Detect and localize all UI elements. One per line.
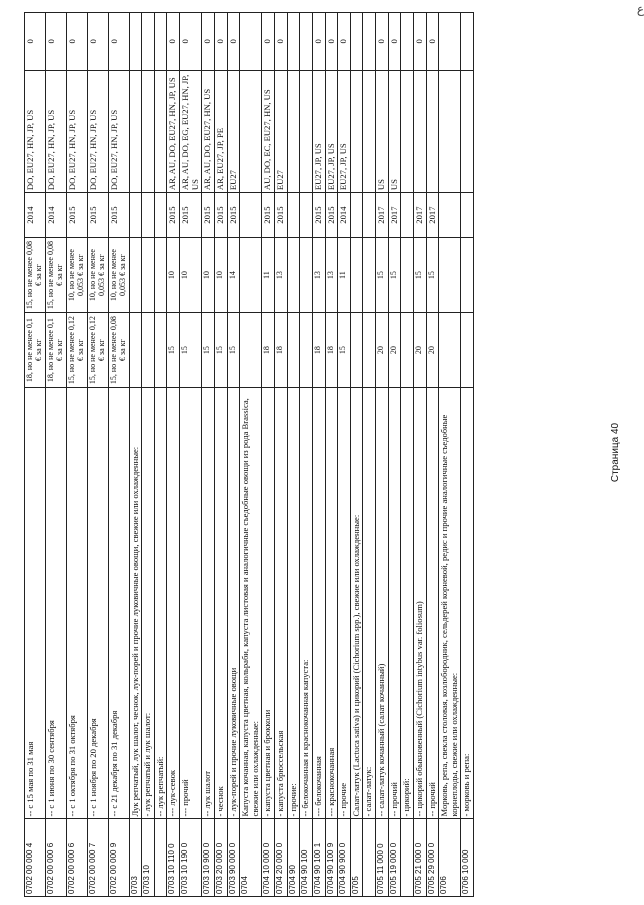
other-duties-cell: 0 <box>87 13 108 71</box>
table-row <box>45 13 66 897</box>
description-cell: -- прочий <box>426 388 439 819</box>
bound-rate-cell: 11 <box>262 238 275 313</box>
table-row <box>129 13 142 897</box>
bound-rate-cell <box>287 238 300 313</box>
bound-rate-cell: 10, но не менее 0,053 € за кг <box>87 238 108 313</box>
base-rate-cell <box>363 313 376 388</box>
description-cell: - прочие: <box>287 388 300 819</box>
hs-code-cell: 0702 00 000 6 <box>66 819 87 897</box>
hs-code-cell: 0704 20 000 0 <box>275 819 288 897</box>
other-duties-cell: 0 <box>325 13 338 71</box>
corner-handwritten-mark: ع <box>636 2 644 16</box>
other-duties-cell <box>154 13 167 71</box>
other-duties-cell: 0 <box>227 13 240 71</box>
hs-code-cell: 0704 90 <box>287 819 300 897</box>
hs-code-cell: 0703 <box>129 819 142 897</box>
hs-code-cell: 0703 20 000 0 <box>214 819 227 897</box>
base-rate-cell <box>240 313 262 388</box>
hs-code-cell: 0705 19 000 0 <box>388 819 401 897</box>
implementation-year-cell: 2017 <box>413 193 426 238</box>
bound-rate-cell: 10 <box>167 238 180 313</box>
other-duties-cell: 0 <box>426 13 439 71</box>
implementation-year-cell: 2015 <box>214 193 227 238</box>
description-cell: -- белокочанная и краснокочанная капуста: <box>300 388 313 819</box>
implementation-year-cell <box>287 193 300 238</box>
hs-code-cell: 0704 10 000 0 <box>262 819 275 897</box>
table-row <box>388 13 401 897</box>
description-cell: --- краснокочанная <box>325 388 338 819</box>
base-rate-cell <box>300 313 313 388</box>
initial-negotiating-rights-cell: DO, EU27, HN, JP, US <box>87 70 108 193</box>
table-row <box>142 13 155 897</box>
hs-code-cell: 0704 90 900 0 <box>338 819 351 897</box>
base-rate-cell <box>401 313 414 388</box>
initial-negotiating-rights-cell <box>240 70 262 193</box>
implementation-year-cell: 2015 <box>167 193 180 238</box>
hs-code-cell: 0704 90 100 <box>300 819 313 897</box>
table-row <box>240 13 262 897</box>
bound-rate-cell: 13 <box>325 238 338 313</box>
initial-negotiating-rights-cell: EU27, JP, US <box>325 70 338 193</box>
base-rate-cell: 20 <box>388 313 401 388</box>
page-number: Страница 40 <box>610 422 621 483</box>
description-cell: - лук-порей и прочие луковичные овощи <box>227 388 240 819</box>
tariff-table <box>24 12 474 897</box>
other-duties-cell: 0 <box>388 13 401 71</box>
hs-code-cell: 0705 11 000 0 <box>376 819 389 897</box>
bound-rate-cell <box>350 238 363 313</box>
implementation-year-cell: 2015 <box>87 193 108 238</box>
implementation-year-cell: 2014 <box>338 193 351 238</box>
bound-rate-cell <box>439 238 461 313</box>
bound-rate-cell: 15 <box>413 238 426 313</box>
description-cell: Лук репчатый, лук шалот, чеснок, лук-порей и прочие луковичные овощи, свежие или охлажденные: <box>129 388 142 819</box>
table-row <box>413 13 426 897</box>
hs-code-cell: 0706 10 000 <box>461 819 474 897</box>
base-rate-cell: 15 <box>202 313 215 388</box>
tariff-table-body <box>25 13 474 897</box>
table-row <box>376 13 389 897</box>
hs-code-cell: 0703 10 900 0 <box>202 819 215 897</box>
other-duties-cell: 0 <box>275 13 288 71</box>
description-cell: -- лук репчатый: <box>154 388 167 819</box>
bound-rate-cell: 11 <box>338 238 351 313</box>
implementation-year-cell: 2017 <box>388 193 401 238</box>
initial-negotiating-rights-cell: EU27 <box>227 70 240 193</box>
base-rate-cell: 15, но не менее 0,12 € за кг <box>87 313 108 388</box>
initial-negotiating-rights-cell: US <box>388 70 401 193</box>
base-rate-cell <box>350 313 363 388</box>
initial-negotiating-rights-cell: DO, EU27, HN, JP, US <box>45 70 66 193</box>
bound-rate-cell <box>300 238 313 313</box>
other-duties-cell <box>363 13 376 71</box>
base-rate-cell: 18, но не менее 0,1 € за кг <box>45 313 66 388</box>
description-cell: - цикорий: <box>401 388 414 819</box>
other-duties-cell: 0 <box>376 13 389 71</box>
base-rate-cell <box>142 313 155 388</box>
base-rate-cell: 15, но не менее 0,08 € за кг <box>108 313 129 388</box>
implementation-year-cell: 2015 <box>180 193 202 238</box>
hs-code-cell: 0702 00 000 4 <box>25 819 46 897</box>
initial-negotiating-rights-cell <box>129 70 142 193</box>
initial-negotiating-rights-cell <box>413 70 426 193</box>
table-row <box>262 13 275 897</box>
bound-rate-cell <box>142 238 155 313</box>
table-row <box>25 13 46 897</box>
other-duties-cell <box>287 13 300 71</box>
initial-negotiating-rights-cell <box>401 70 414 193</box>
other-duties-cell <box>240 13 262 71</box>
initial-negotiating-rights-cell: EU27, JP, US <box>338 70 351 193</box>
initial-negotiating-rights-cell: AR, AU, DO, EU27, HN, US <box>202 70 215 193</box>
other-duties-cell <box>350 13 363 71</box>
implementation-year-cell: 2014 <box>25 193 46 238</box>
table-row <box>439 13 461 897</box>
other-duties-cell <box>439 13 461 71</box>
description-cell: -- с 1 июня по 30 сентября <box>45 388 66 819</box>
implementation-year-cell <box>129 193 142 238</box>
hs-code-cell: 0703 10 110 0 <box>167 819 180 897</box>
other-duties-cell <box>461 13 474 71</box>
hs-code-cell: 0703 90 000 0 <box>227 819 240 897</box>
description-cell: -- с 15 мая по 31 мая <box>25 388 46 819</box>
description-cell: -- лук шалот <box>202 388 215 819</box>
hs-code-cell: 0705 29 000 0 <box>426 819 439 897</box>
table-row <box>66 13 87 897</box>
table-row <box>154 13 167 897</box>
implementation-year-cell: 2015 <box>262 193 275 238</box>
other-duties-cell: 0 <box>108 13 129 71</box>
bound-rate-cell: 15, но не менее 0,08 € за кг <box>25 238 46 313</box>
initial-negotiating-rights-cell <box>363 70 376 193</box>
base-rate-cell: 18 <box>262 313 275 388</box>
bound-rate-cell: 14 <box>227 238 240 313</box>
hs-code-cell: 0702 00 000 6 <box>45 819 66 897</box>
description-cell: -- салат-латук кочанный (салат кочанный) <box>376 388 389 819</box>
base-rate-cell: 15 <box>180 313 202 388</box>
table-row <box>180 13 202 897</box>
bound-rate-cell <box>240 238 262 313</box>
description-cell: - морковь и репа: <box>461 388 474 819</box>
hs-code-cell: 0706 <box>439 819 461 897</box>
table-row <box>87 13 108 897</box>
implementation-year-cell <box>461 193 474 238</box>
base-rate-cell <box>461 313 474 388</box>
base-rate-cell: 15, но не менее 0,12 € за кг <box>66 313 87 388</box>
hs-code-cell: 0705 <box>350 819 363 897</box>
base-rate-cell <box>287 313 300 388</box>
implementation-year-cell: 2015 <box>108 193 129 238</box>
table-row <box>363 13 376 897</box>
base-rate-cell: 15 <box>338 313 351 388</box>
other-duties-cell <box>129 13 142 71</box>
base-rate-cell: 18 <box>312 313 325 388</box>
other-duties-cell: 0 <box>214 13 227 71</box>
other-duties-cell: 0 <box>45 13 66 71</box>
hs-code-cell: 0704 90 100 9 <box>325 819 338 897</box>
base-rate-cell: 15 <box>227 313 240 388</box>
implementation-year-cell: 2014 <box>45 193 66 238</box>
implementation-year-cell: 2015 <box>66 193 87 238</box>
table-row <box>275 13 288 897</box>
bound-rate-cell: 10 <box>180 238 202 313</box>
other-duties-cell: 0 <box>167 13 180 71</box>
initial-negotiating-rights-cell: AR, EU27, JP, PE <box>214 70 227 193</box>
description-cell: Капуста кочанная, капуста цветная, кольраби, капуста листовая и аналогичные съедобные овощи из рода Brassica, свежие или охлажденные: <box>240 388 262 819</box>
base-rate-cell: 15 <box>167 313 180 388</box>
implementation-year-cell: 2015 <box>275 193 288 238</box>
initial-negotiating-rights-cell <box>142 70 155 193</box>
other-duties-cell: 0 <box>413 13 426 71</box>
table-row <box>108 13 129 897</box>
description-cell: - капуста цветная и брокколи <box>262 388 275 819</box>
table-row <box>401 13 414 897</box>
bound-rate-cell: 15 <box>388 238 401 313</box>
initial-negotiating-rights-cell <box>350 70 363 193</box>
table-row <box>287 13 300 897</box>
bound-rate-cell: 10 <box>202 238 215 313</box>
initial-negotiating-rights-cell: DO, EU27, HN, JP, US <box>25 70 46 193</box>
other-duties-cell: 0 <box>202 13 215 71</box>
initial-negotiating-rights-cell: EU27, JP, US <box>312 70 325 193</box>
description-cell: - салат-латук: <box>363 388 376 819</box>
initial-negotiating-rights-cell <box>426 70 439 193</box>
other-duties-cell: 0 <box>66 13 87 71</box>
base-rate-cell <box>154 313 167 388</box>
implementation-year-cell <box>350 193 363 238</box>
initial-negotiating-rights-cell: AU, DO, EC, EU27, HN, US <box>262 70 275 193</box>
bound-rate-cell <box>461 238 474 313</box>
initial-negotiating-rights-cell: DO, EU27, HN, JP, US <box>108 70 129 193</box>
description-cell: --- прочий <box>180 388 202 819</box>
base-rate-cell: 20 <box>413 313 426 388</box>
description-cell: -- с 1 октября по 31 октября <box>66 388 87 819</box>
base-rate-cell: 20 <box>376 313 389 388</box>
description-cell: Салат-латук (Lactuca sativa) и цикорий (Cichorium spp.), свежие или охлажденные: <box>350 388 363 819</box>
implementation-year-cell <box>154 193 167 238</box>
implementation-year-cell <box>300 193 313 238</box>
hs-code-cell: 0702 00 000 7 <box>87 819 108 897</box>
initial-negotiating-rights-cell: AR, AU, DO, EU27, HN, JP, US <box>167 70 180 193</box>
base-rate-cell <box>129 313 142 388</box>
implementation-year-cell <box>363 193 376 238</box>
implementation-year-cell <box>240 193 262 238</box>
description-cell: --- белокочанная <box>312 388 325 819</box>
bound-rate-cell: 10 <box>214 238 227 313</box>
implementation-year-cell: 2015 <box>227 193 240 238</box>
bound-rate-cell: 15 <box>376 238 389 313</box>
table-row <box>214 13 227 897</box>
table-row <box>461 13 474 897</box>
other-duties-cell: 0 <box>312 13 325 71</box>
hs-code-cell: 0704 90 100 1 <box>312 819 325 897</box>
initial-negotiating-rights-cell: AR, AU, DO, EG, EU27, HN, JP, US <box>180 70 202 193</box>
bound-rate-cell <box>129 238 142 313</box>
table-row <box>426 13 439 897</box>
other-duties-cell: 0 <box>25 13 46 71</box>
table-row <box>325 13 338 897</box>
initial-negotiating-rights-cell <box>300 70 313 193</box>
bound-rate-cell: 13 <box>312 238 325 313</box>
initial-negotiating-rights-cell: US <box>376 70 389 193</box>
description-cell: -- прочие <box>338 388 351 819</box>
table-row <box>338 13 351 897</box>
bound-rate-cell <box>363 238 376 313</box>
other-duties-cell: 0 <box>338 13 351 71</box>
base-rate-cell: 20 <box>426 313 439 388</box>
bound-rate-cell: 10, но не менее 0,053 € за кг <box>66 238 87 313</box>
initial-negotiating-rights-cell: DO, EU27, HN, JP, US <box>66 70 87 193</box>
hs-code-cell <box>401 819 414 897</box>
hs-code-cell: 0702 00 000 9 <box>108 819 129 897</box>
table-row <box>312 13 325 897</box>
initial-negotiating-rights-cell <box>287 70 300 193</box>
other-duties-cell: 0 <box>262 13 275 71</box>
table-row <box>167 13 180 897</box>
description-cell: - капуста брюссельская <box>275 388 288 819</box>
bound-rate-cell: 15 <box>426 238 439 313</box>
base-rate-cell: 18 <box>325 313 338 388</box>
bound-rate-cell: 13 <box>275 238 288 313</box>
description-cell: - чеснок <box>214 388 227 819</box>
initial-negotiating-rights-cell <box>154 70 167 193</box>
hs-code-cell <box>154 819 167 897</box>
base-rate-cell: 15 <box>214 313 227 388</box>
description-cell: -- с 21 декабря по 31 декабря <box>108 388 129 819</box>
base-rate-cell: 18 <box>275 313 288 388</box>
hs-code-cell: 0704 <box>240 819 262 897</box>
description-cell: Морковь, репа, свекла столовая, козлобородник, сельдерей корневой, редис и прочие аналогичные съедобные корнеплоды, свежие или охлажденные: <box>439 388 461 819</box>
description-cell: -- с 1 ноября по 20 декабря <box>87 388 108 819</box>
implementation-year-cell: 2017 <box>376 193 389 238</box>
implementation-year-cell <box>401 193 414 238</box>
bound-rate-cell: 10, но не менее 0,053 € за кг <box>108 238 129 313</box>
table-row <box>202 13 215 897</box>
description-cell: - лук репчатый и лук шалот: <box>142 388 155 819</box>
description-cell: -- цикорий обыкновенный (Cichorium intybus var. foliosum) <box>413 388 426 819</box>
implementation-year-cell: 2017 <box>426 193 439 238</box>
other-duties-cell <box>300 13 313 71</box>
bound-rate-cell <box>154 238 167 313</box>
implementation-year-cell: 2015 <box>325 193 338 238</box>
base-rate-cell: 18, но не менее 0,1 € за кг <box>25 313 46 388</box>
hs-code-cell <box>363 819 376 897</box>
implementation-year-cell: 2015 <box>312 193 325 238</box>
implementation-year-cell <box>439 193 461 238</box>
hs-code-cell: 0703 10 190 0 <box>180 819 202 897</box>
base-rate-cell <box>439 313 461 388</box>
other-duties-cell <box>401 13 414 71</box>
initial-negotiating-rights-cell: EU27 <box>275 70 288 193</box>
description-cell: -- прочий <box>388 388 401 819</box>
other-duties-cell: 0 <box>180 13 202 71</box>
initial-negotiating-rights-cell <box>461 70 474 193</box>
table-row <box>350 13 363 897</box>
bound-rate-cell <box>401 238 414 313</box>
table-row <box>300 13 313 897</box>
description-cell: --- лук-севок <box>167 388 180 819</box>
implementation-year-cell <box>142 193 155 238</box>
implementation-year-cell: 2015 <box>202 193 215 238</box>
bound-rate-cell: 15, но не менее 0,08 € за кг <box>45 238 66 313</box>
initial-negotiating-rights-cell <box>439 70 461 193</box>
hs-code-cell: 0705 21 000 0 <box>413 819 426 897</box>
hs-code-cell: 0703 10 <box>142 819 155 897</box>
table-row <box>227 13 240 897</box>
other-duties-cell <box>142 13 155 71</box>
